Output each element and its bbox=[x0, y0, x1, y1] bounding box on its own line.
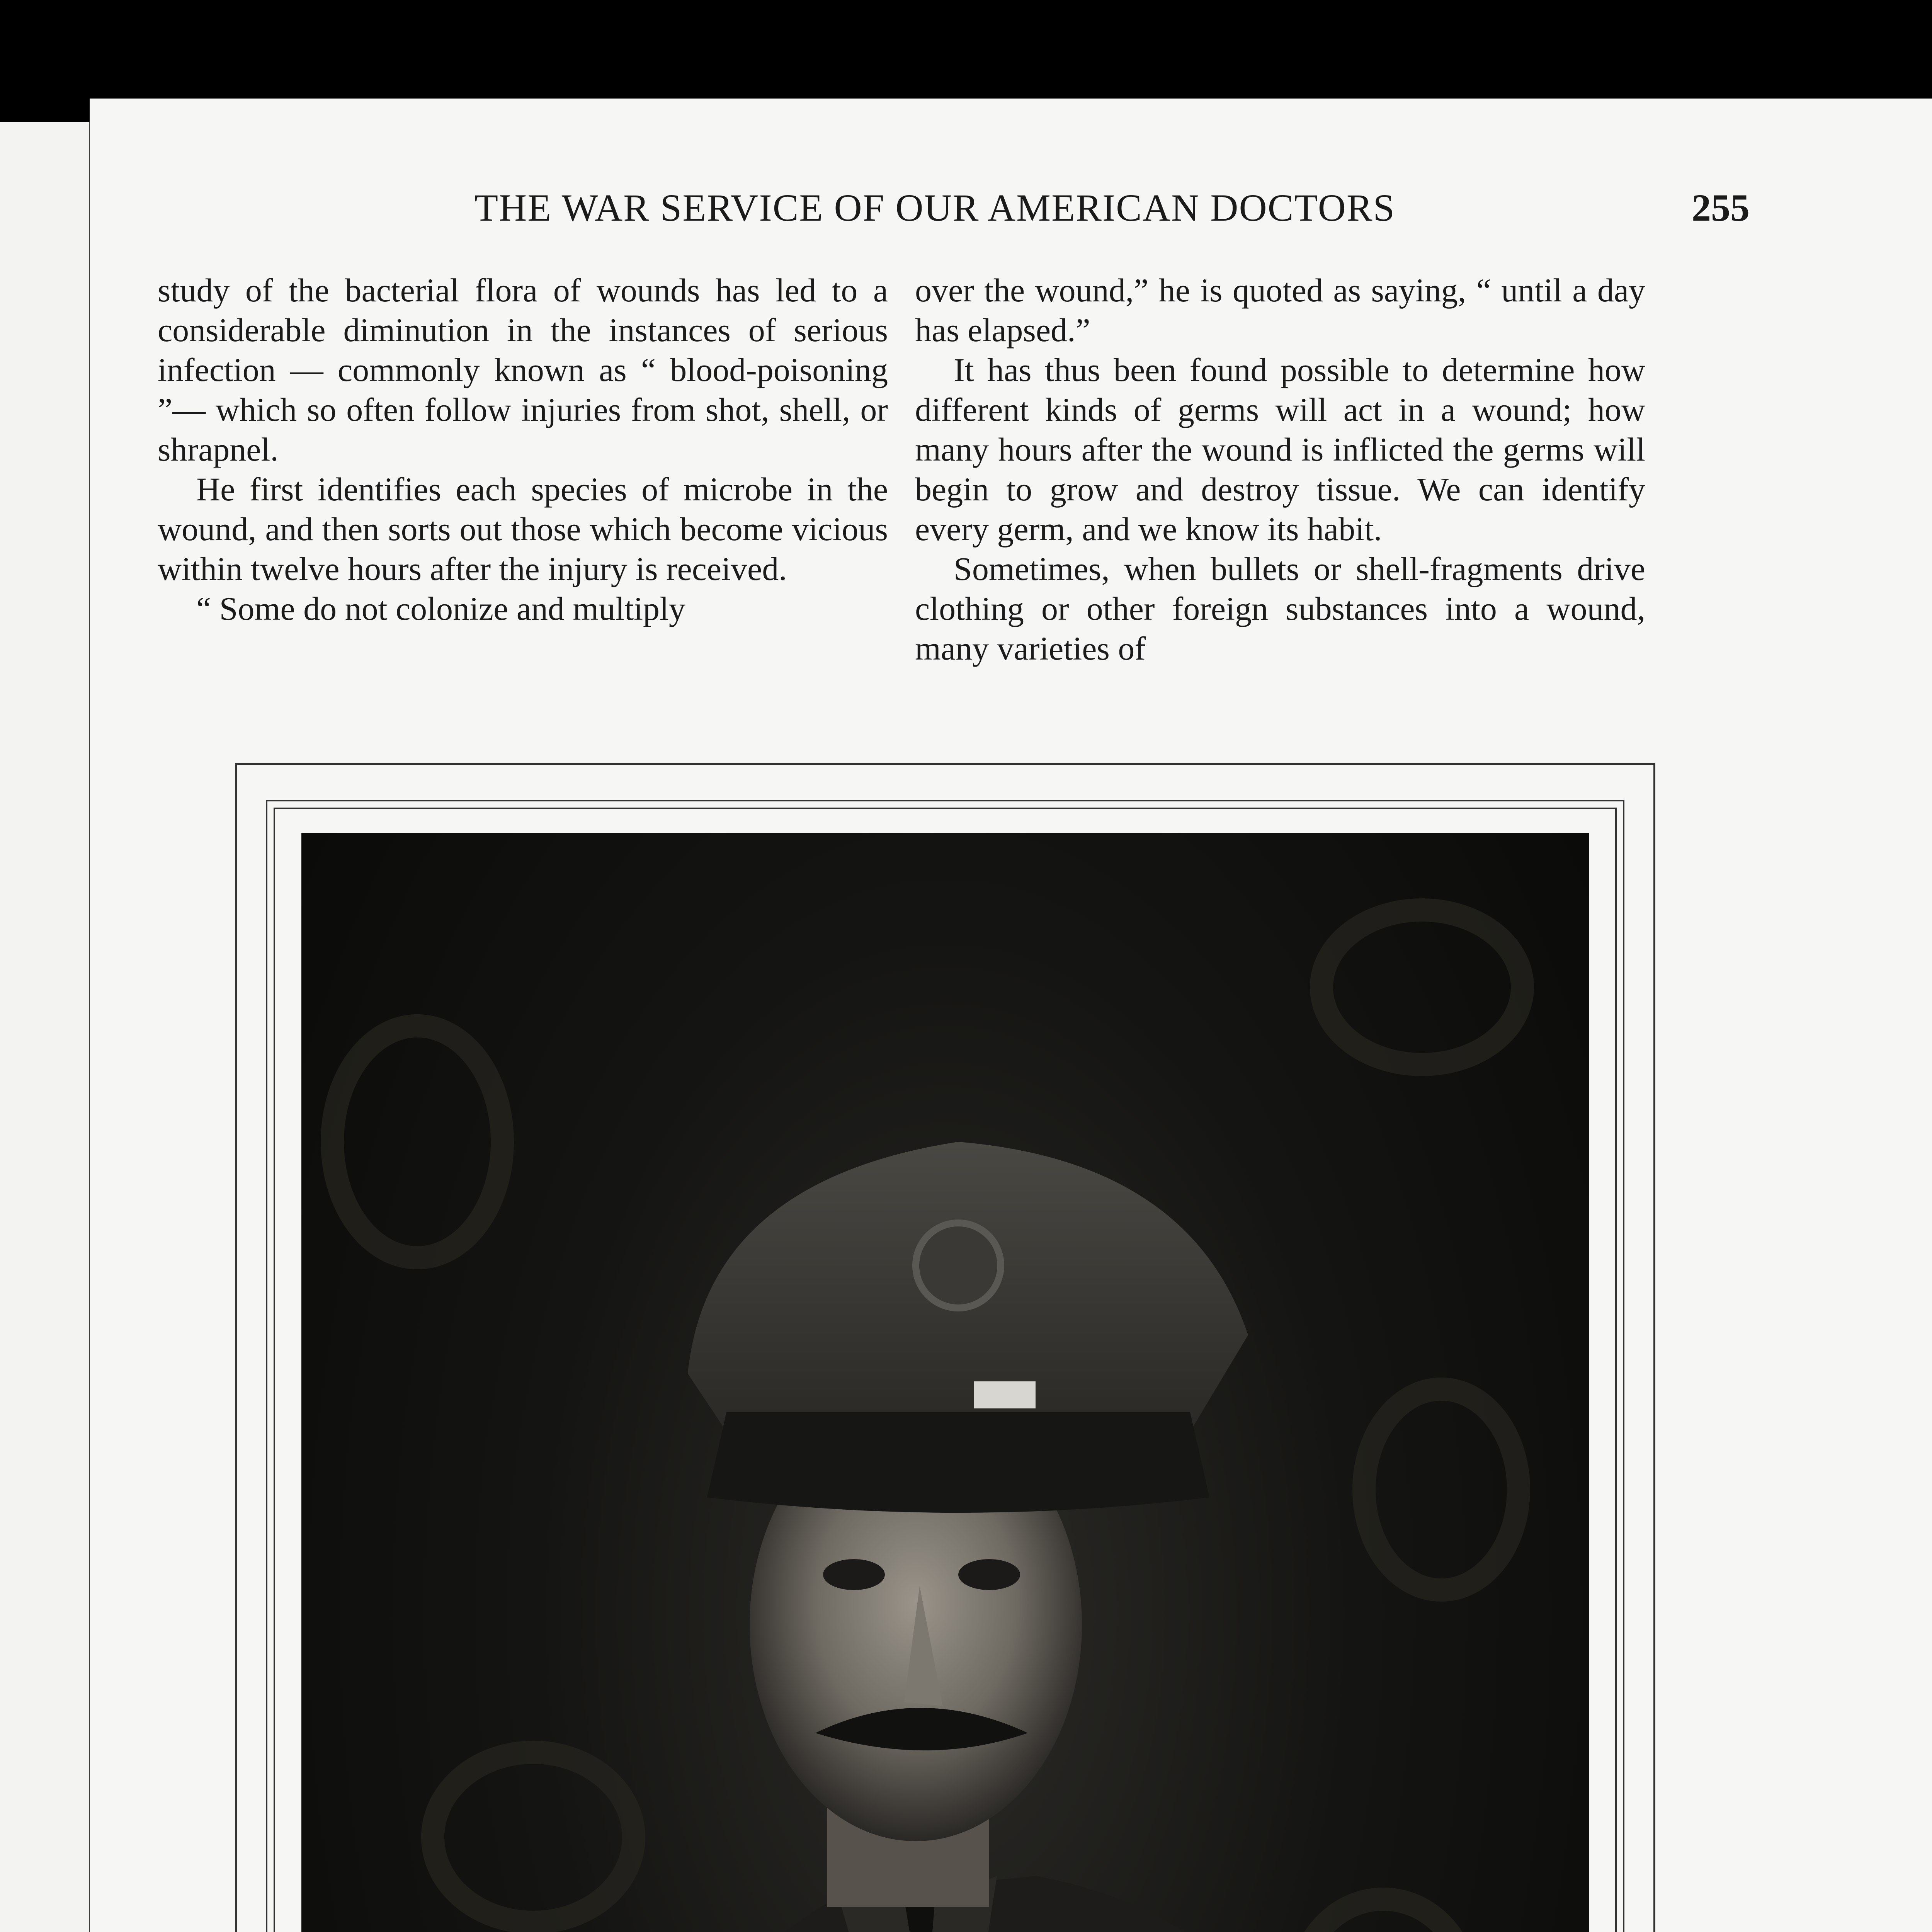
paragraph: “ Some do not colonize and multiply bbox=[196, 590, 685, 627]
running-header bbox=[158, 185, 1750, 263]
portrait-illustration bbox=[301, 833, 1589, 1932]
paragraph: Sometimes, when bullets or shell-fragments drive clothing or other foreign substances into a wound, many varieties of bbox=[915, 550, 1645, 667]
text-column-left bbox=[158, 270, 888, 629]
text-column-right bbox=[915, 270, 1645, 668]
page-number: 255 bbox=[1692, 186, 1750, 229]
paragraph: It has thus been found possible to determine how different kinds of germs will act in a wound; how many hours after the wound is inflicted the germs will begin to grow and destroy tissue. We can identify every germ, and we know its habit. bbox=[915, 351, 1645, 548]
paragraph: He first identifies each species of microbe in the wound, and then sorts out those which become vicious within twelve hours after the injury is received. bbox=[158, 471, 888, 587]
running-title: THE WAR SERVICE OF OUR AMERICAN DOCTORS bbox=[474, 186, 1396, 229]
left-page-edge bbox=[0, 122, 94, 1932]
paragraph: over the wound,” he is quoted as saying, “ until a day has elapsed.” bbox=[915, 272, 1645, 349]
paragraph: study of the bacterial flora of wounds has led to a considerable diminution in the instances of serious infection — commonly known as “ blood-poisoning ”— which so often follow injuries from shot, shell, or shrapnel. bbox=[158, 272, 888, 468]
portrait-photo bbox=[301, 833, 1589, 1932]
